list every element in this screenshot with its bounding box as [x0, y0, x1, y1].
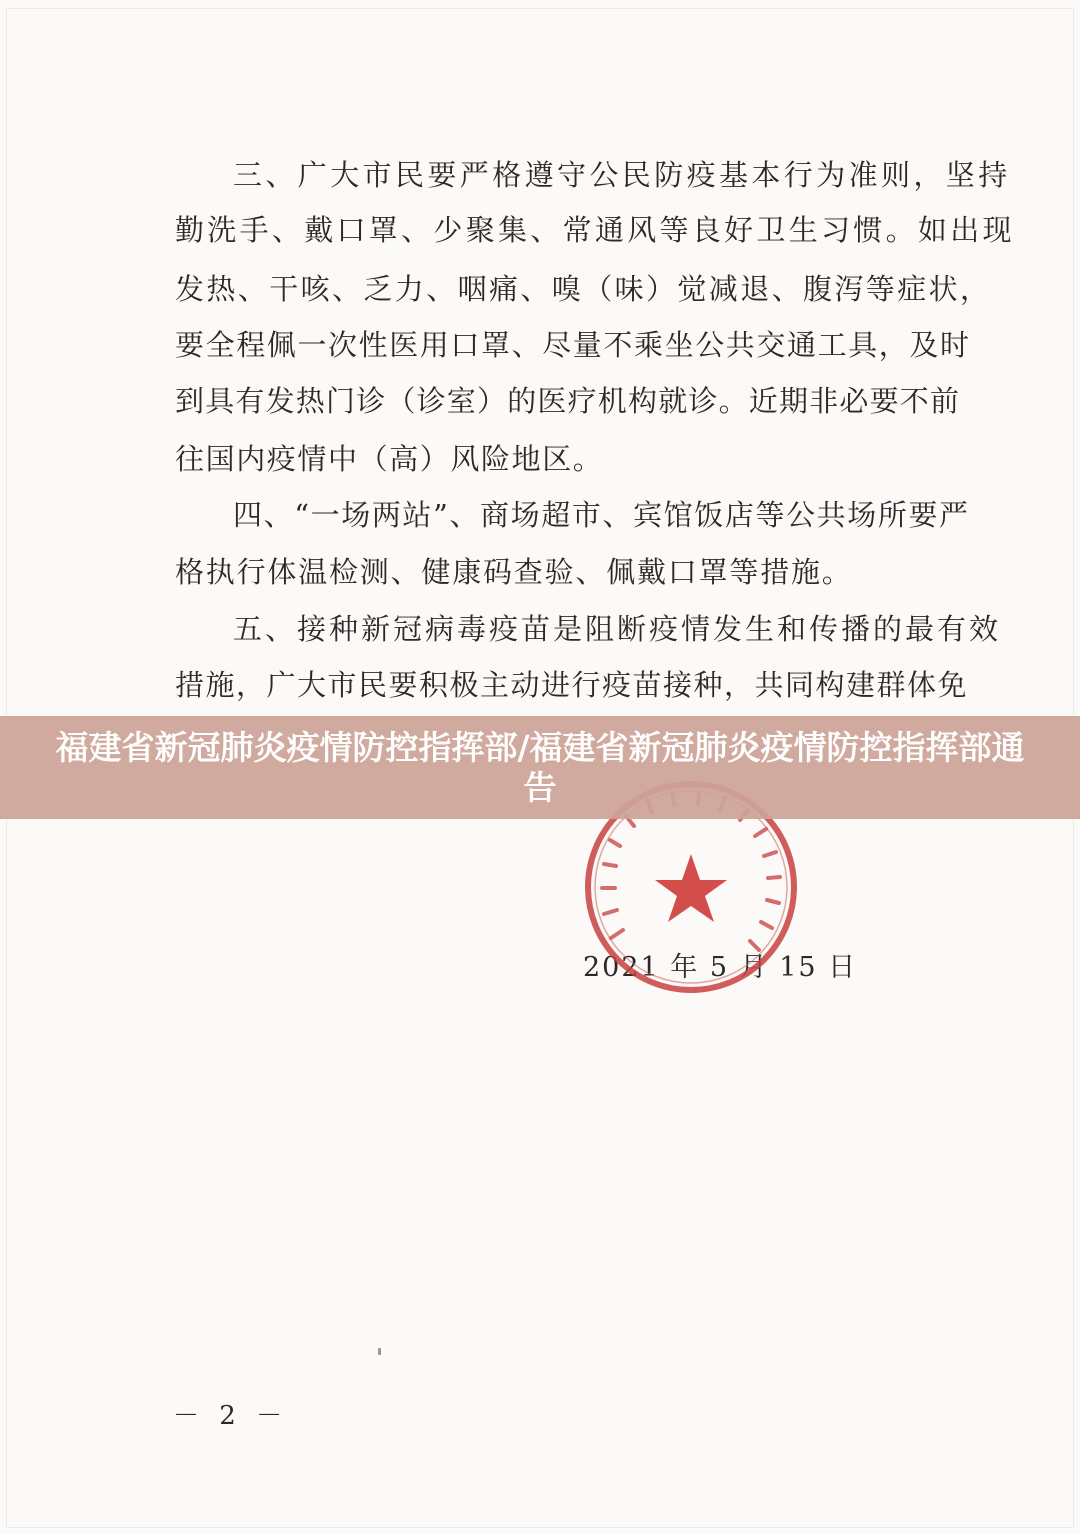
paragraph-line-4: 要全程佩一次性医用口罩、尽量不乘坐公共交通工具，及时 [175, 328, 971, 362]
paragraph-line-8: 格执行体温检测、健康码查验、佩戴口罩等措施。 [175, 555, 853, 589]
paragraph-line-1: 三、广大市民要严格遵守公民防疫基本行为准则，坚持 [233, 158, 1011, 192]
banner-title: 福建省新冠肺炎疫情防控指挥部/福建省新冠肺炎疫情防控指挥部通告 [55, 727, 1025, 807]
scan-speck [378, 1348, 381, 1355]
paragraph-line-6: 往国内疫情中（高）风险地区。 [175, 442, 604, 476]
paragraph-line-3: 发热、干咳、乏力、咽痛、嗅（味）觉减退、腹泻等症状， [175, 272, 992, 306]
paragraph-line-5: 到具有发热门诊（诊室）的医疗机构就诊。近期非必要不前 [175, 384, 961, 418]
document-date: 2021 年 5 月 15 日 [583, 952, 858, 983]
paragraph-line-10: 措施，广大市民要积极主动进行疫苗接种，共同构建群体免 [175, 668, 969, 702]
title-banner [0, 716, 1080, 819]
paragraph-line-7: 四、“一场两站”、商场超市、宾馆饭店等公共场所要严 [233, 498, 970, 532]
paragraph-line-2: 勤洗手、戴口罩、少聚集、常通风等良好卫生习惯。如出现 [175, 213, 1015, 247]
paragraph-line-9: 五、接种新冠病毒疫苗是阻断疫情发生和传播的最有效 [233, 612, 1002, 646]
page-number: － 2 － [173, 1401, 289, 1431]
